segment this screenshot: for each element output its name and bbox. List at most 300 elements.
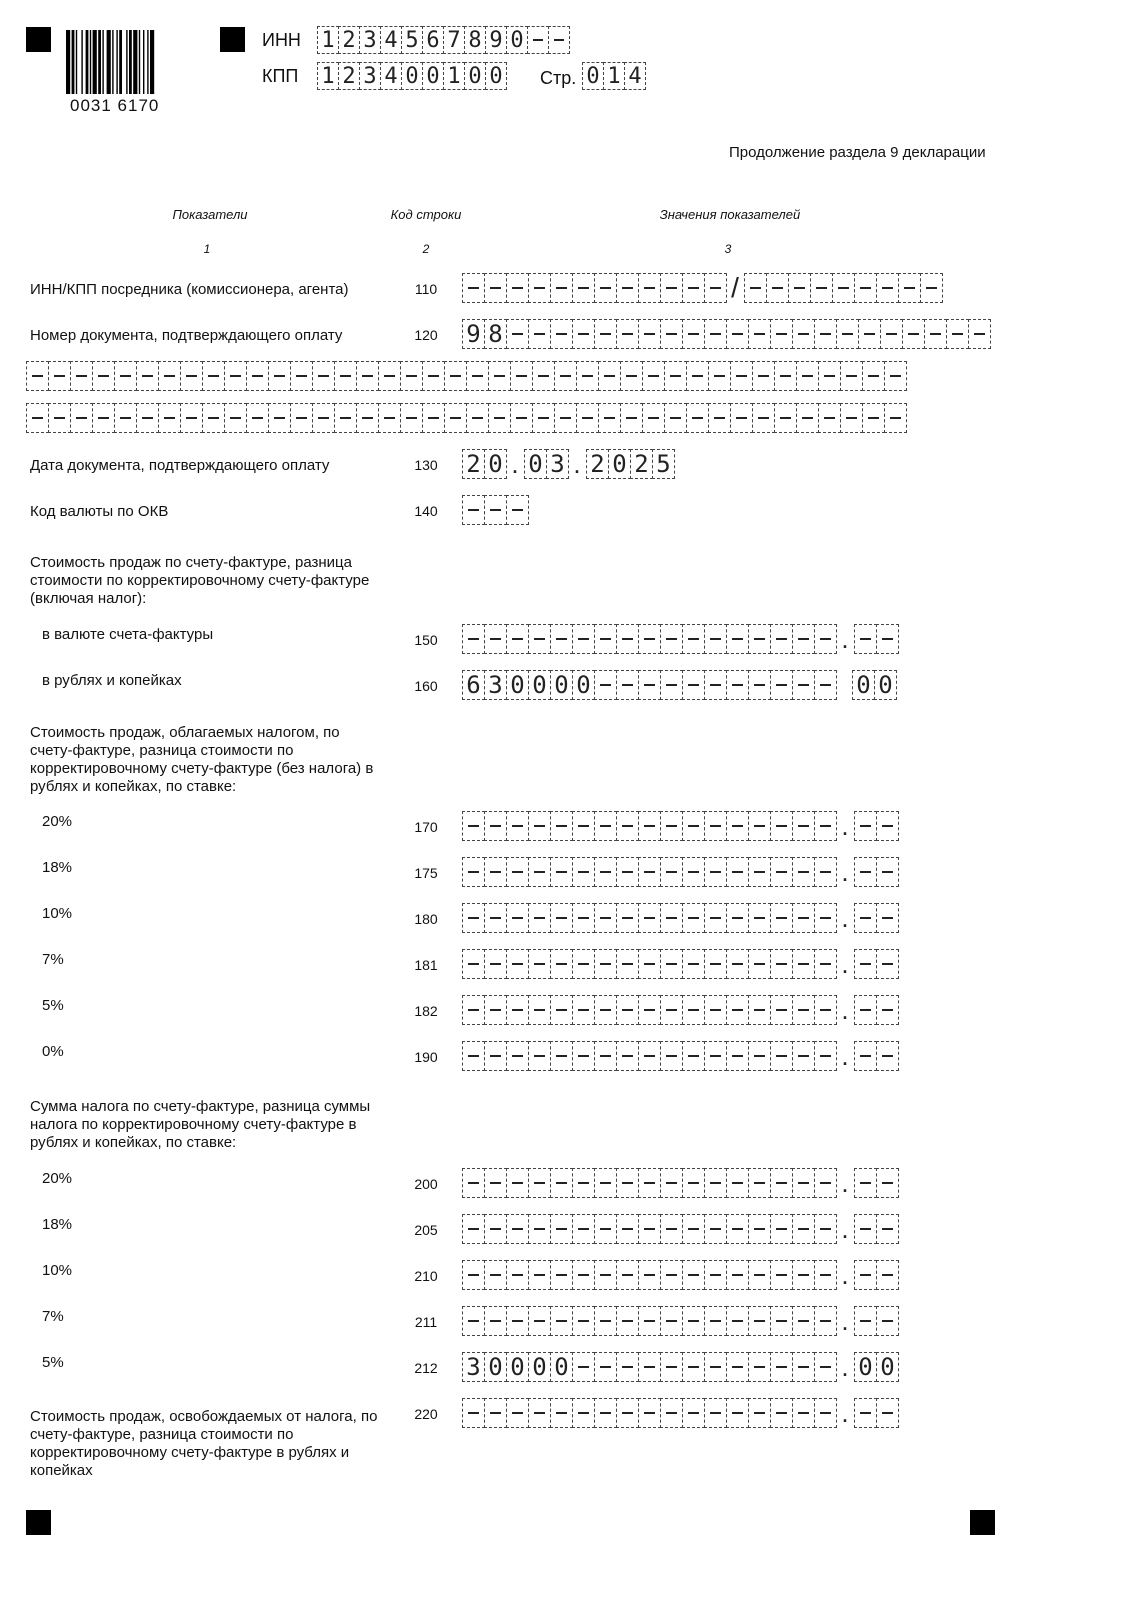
form-cell[interactable] <box>836 319 859 349</box>
form-cell[interactable] <box>594 670 617 700</box>
form-cell[interactable] <box>660 1214 683 1244</box>
form-cell[interactable] <box>876 949 899 979</box>
form-cell[interactable] <box>528 624 551 654</box>
form-cell[interactable]: 5 <box>652 449 675 479</box>
form-cell[interactable] <box>726 903 749 933</box>
form-cell[interactable] <box>770 995 793 1025</box>
row-181-field[interactable] <box>462 949 898 979</box>
form-cell[interactable] <box>854 1260 877 1290</box>
form-cell[interactable] <box>114 403 137 433</box>
row-182-field[interactable] <box>462 995 898 1025</box>
row-220-field[interactable] <box>462 1398 898 1428</box>
form-cell[interactable] <box>576 403 599 433</box>
form-cell[interactable] <box>400 361 423 391</box>
form-cell[interactable] <box>594 903 617 933</box>
row-110-field[interactable] <box>462 273 942 303</box>
form-cell[interactable] <box>704 1214 727 1244</box>
form-cell[interactable] <box>550 1306 573 1336</box>
form-cell[interactable] <box>854 273 877 303</box>
form-cell[interactable] <box>660 1306 683 1336</box>
form-cell[interactable] <box>876 903 899 933</box>
form-cell[interactable] <box>726 995 749 1025</box>
form-cell[interactable] <box>572 1168 595 1198</box>
form-cell[interactable]: 1 <box>317 62 339 90</box>
row-160-field[interactable] <box>462 670 896 700</box>
form-cell[interactable]: 1 <box>443 62 465 90</box>
form-cell[interactable] <box>660 1352 683 1382</box>
form-cell[interactable]: 0 <box>854 1352 877 1382</box>
form-cell[interactable] <box>550 995 573 1025</box>
form-cell[interactable]: 0 <box>422 62 444 90</box>
row-120-field-line-3[interactable] <box>26 403 906 433</box>
form-cell[interactable] <box>598 361 621 391</box>
form-cell[interactable]: 8 <box>484 319 507 349</box>
form-cell[interactable] <box>884 361 907 391</box>
form-cell[interactable]: 0 <box>485 62 507 90</box>
form-cell[interactable]: 4 <box>624 62 646 90</box>
form-cell[interactable] <box>792 903 815 933</box>
form-cell[interactable] <box>748 1306 771 1336</box>
form-cell[interactable] <box>572 1398 595 1428</box>
form-cell[interactable] <box>642 403 665 433</box>
row-175-field[interactable] <box>462 857 898 887</box>
form-cell[interactable] <box>378 361 401 391</box>
form-cell[interactable] <box>506 1214 529 1244</box>
form-cell[interactable] <box>638 1306 661 1336</box>
form-cell[interactable] <box>594 624 617 654</box>
form-cell[interactable]: 6 <box>462 670 485 700</box>
form-cell[interactable]: 5 <box>401 26 423 54</box>
form-cell[interactable] <box>616 949 639 979</box>
form-cell[interactable] <box>726 1214 749 1244</box>
form-cell[interactable] <box>594 857 617 887</box>
form-cell[interactable] <box>638 1214 661 1244</box>
form-cell[interactable] <box>726 949 749 979</box>
form-cell[interactable] <box>638 273 661 303</box>
form-cell[interactable] <box>876 273 899 303</box>
form-cell[interactable] <box>898 273 921 303</box>
form-cell[interactable] <box>290 403 313 433</box>
form-cell[interactable] <box>484 273 507 303</box>
form-cell[interactable] <box>638 949 661 979</box>
form-cell[interactable] <box>638 319 661 349</box>
form-cell[interactable] <box>136 403 159 433</box>
form-cell[interactable] <box>594 273 617 303</box>
form-cell[interactable] <box>572 1260 595 1290</box>
form-cell[interactable] <box>744 273 767 303</box>
form-cell[interactable] <box>704 319 727 349</box>
form-cell[interactable] <box>682 624 705 654</box>
form-cell[interactable] <box>550 811 573 841</box>
form-cell[interactable] <box>752 361 775 391</box>
form-cell[interactable] <box>572 1352 595 1382</box>
form-cell[interactable] <box>832 273 855 303</box>
form-cell[interactable] <box>862 403 885 433</box>
form-cell[interactable] <box>704 857 727 887</box>
form-cell[interactable] <box>268 403 291 433</box>
form-cell[interactable] <box>616 811 639 841</box>
form-cell[interactable] <box>550 1214 573 1244</box>
form-cell[interactable] <box>792 1398 815 1428</box>
form-cell[interactable] <box>506 1306 529 1336</box>
form-cell[interactable] <box>594 949 617 979</box>
form-cell[interactable] <box>400 403 423 433</box>
form-cell[interactable] <box>682 319 705 349</box>
form-cell[interactable] <box>682 1041 705 1071</box>
form-cell[interactable]: 0 <box>550 670 573 700</box>
form-cell[interactable] <box>422 361 445 391</box>
form-cell[interactable] <box>510 361 533 391</box>
form-cell[interactable] <box>638 670 661 700</box>
form-cell[interactable] <box>664 361 687 391</box>
form-cell[interactable] <box>726 1352 749 1382</box>
form-cell[interactable] <box>854 624 877 654</box>
form-cell[interactable] <box>616 857 639 887</box>
form-cell[interactable] <box>506 624 529 654</box>
form-cell[interactable] <box>638 811 661 841</box>
form-cell[interactable]: 9 <box>462 319 485 349</box>
row-150-field[interactable] <box>462 624 898 654</box>
form-cell[interactable] <box>660 857 683 887</box>
form-cell[interactable] <box>660 1398 683 1428</box>
form-cell[interactable] <box>792 1306 815 1336</box>
form-cell[interactable]: 3 <box>546 449 569 479</box>
form-cell[interactable] <box>638 1352 661 1382</box>
form-cell[interactable] <box>704 949 727 979</box>
form-cell[interactable] <box>92 361 115 391</box>
form-cell[interactable] <box>180 403 203 433</box>
form-cell[interactable] <box>748 670 771 700</box>
form-cell[interactable] <box>594 319 617 349</box>
form-cell[interactable] <box>506 995 529 1025</box>
form-cell[interactable] <box>528 1168 551 1198</box>
form-cell[interactable] <box>488 361 511 391</box>
form-cell[interactable] <box>726 319 749 349</box>
row-120-field-line-2[interactable] <box>26 361 906 391</box>
form-cell[interactable] <box>814 319 837 349</box>
form-cell[interactable] <box>572 624 595 654</box>
form-cell[interactable] <box>484 995 507 1025</box>
form-cell[interactable]: 0 <box>484 1352 507 1382</box>
form-cell[interactable] <box>616 1306 639 1336</box>
form-cell[interactable] <box>730 403 753 433</box>
form-cell[interactable] <box>202 403 225 433</box>
form-cell[interactable] <box>726 1398 749 1428</box>
form-cell[interactable] <box>774 361 797 391</box>
form-cell[interactable] <box>484 903 507 933</box>
form-cell[interactable] <box>840 361 863 391</box>
form-cell[interactable] <box>770 1306 793 1336</box>
form-cell[interactable] <box>682 670 705 700</box>
form-cell[interactable] <box>550 319 573 349</box>
form-cell[interactable] <box>920 273 943 303</box>
form-cell[interactable]: 7 <box>443 26 465 54</box>
form-cell[interactable] <box>48 403 71 433</box>
form-cell[interactable]: 3 <box>359 62 381 90</box>
form-cell[interactable] <box>598 403 621 433</box>
form-cell[interactable] <box>594 1214 617 1244</box>
form-cell[interactable] <box>660 995 683 1025</box>
form-cell[interactable] <box>290 361 313 391</box>
form-cell[interactable] <box>444 403 467 433</box>
form-cell[interactable]: 0 <box>528 670 551 700</box>
form-cell[interactable] <box>616 1041 639 1071</box>
form-cell[interactable] <box>594 1306 617 1336</box>
form-cell[interactable] <box>660 949 683 979</box>
form-cell[interactable] <box>527 26 549 54</box>
form-cell[interactable] <box>796 403 819 433</box>
form-cell[interactable] <box>770 624 793 654</box>
form-cell[interactable] <box>792 624 815 654</box>
form-cell[interactable] <box>378 403 401 433</box>
form-cell[interactable] <box>550 1398 573 1428</box>
form-cell[interactable] <box>638 903 661 933</box>
form-cell[interactable] <box>748 949 771 979</box>
row-211-field[interactable] <box>462 1306 898 1336</box>
form-cell[interactable] <box>594 1168 617 1198</box>
form-cell[interactable] <box>792 811 815 841</box>
form-cell[interactable] <box>506 495 529 525</box>
row-130-date-field[interactable] <box>462 449 674 479</box>
form-cell[interactable]: 0 <box>550 1352 573 1382</box>
form-cell[interactable] <box>528 1041 551 1071</box>
form-cell[interactable] <box>792 1041 815 1071</box>
form-cell[interactable] <box>814 1168 837 1198</box>
form-cell[interactable] <box>770 1041 793 1071</box>
row-180-field[interactable] <box>462 903 898 933</box>
page-number-field[interactable] <box>582 62 645 90</box>
form-cell[interactable] <box>884 403 907 433</box>
form-cell[interactable]: 3 <box>462 1352 485 1382</box>
form-cell[interactable] <box>660 624 683 654</box>
form-cell[interactable] <box>616 1168 639 1198</box>
form-cell[interactable] <box>876 1214 899 1244</box>
form-cell[interactable] <box>854 857 877 887</box>
form-cell[interactable] <box>682 949 705 979</box>
form-cell[interactable] <box>876 1168 899 1198</box>
form-cell[interactable] <box>444 361 467 391</box>
form-cell[interactable] <box>484 1041 507 1071</box>
form-cell[interactable] <box>594 1398 617 1428</box>
form-cell[interactable] <box>506 857 529 887</box>
form-cell[interactable] <box>968 319 991 349</box>
form-cell[interactable] <box>682 1260 705 1290</box>
form-cell[interactable] <box>26 403 49 433</box>
form-cell[interactable] <box>550 857 573 887</box>
form-cell[interactable] <box>660 1260 683 1290</box>
form-cell[interactable]: 9 <box>485 26 507 54</box>
form-cell[interactable] <box>462 995 485 1025</box>
form-cell[interactable] <box>158 403 181 433</box>
form-cell[interactable] <box>572 811 595 841</box>
form-cell[interactable] <box>638 624 661 654</box>
form-cell[interactable] <box>594 1352 617 1382</box>
form-cell[interactable] <box>528 319 551 349</box>
form-cell[interactable] <box>770 319 793 349</box>
form-cell[interactable] <box>484 811 507 841</box>
form-cell[interactable] <box>682 1352 705 1382</box>
form-cell[interactable] <box>528 1214 551 1244</box>
form-cell[interactable] <box>726 1260 749 1290</box>
form-cell[interactable] <box>924 319 947 349</box>
form-cell[interactable] <box>726 624 749 654</box>
form-cell[interactable] <box>462 857 485 887</box>
form-cell[interactable] <box>814 1352 837 1382</box>
form-cell[interactable] <box>462 624 485 654</box>
form-cell[interactable] <box>594 1041 617 1071</box>
row-190-field[interactable] <box>462 1041 898 1071</box>
form-cell[interactable] <box>752 403 775 433</box>
form-cell[interactable] <box>774 403 797 433</box>
form-cell[interactable] <box>682 857 705 887</box>
form-cell[interactable] <box>748 811 771 841</box>
form-cell[interactable] <box>814 1214 837 1244</box>
form-cell[interactable] <box>748 1260 771 1290</box>
form-cell[interactable] <box>462 811 485 841</box>
form-cell[interactable] <box>876 995 899 1025</box>
form-cell[interactable] <box>854 1214 877 1244</box>
form-cell[interactable] <box>616 903 639 933</box>
form-cell[interactable] <box>704 903 727 933</box>
form-cell[interactable] <box>528 857 551 887</box>
form-cell[interactable] <box>550 949 573 979</box>
form-cell[interactable] <box>506 319 529 349</box>
form-cell[interactable] <box>814 1260 837 1290</box>
form-cell[interactable] <box>770 811 793 841</box>
form-cell[interactable]: 0 <box>464 62 486 90</box>
form-cell[interactable] <box>854 949 877 979</box>
form-cell[interactable] <box>462 903 485 933</box>
form-cell[interactable] <box>682 903 705 933</box>
form-cell[interactable] <box>616 624 639 654</box>
form-cell[interactable] <box>312 403 335 433</box>
form-cell[interactable] <box>876 1398 899 1428</box>
form-cell[interactable] <box>462 1306 485 1336</box>
form-cell[interactable] <box>708 403 731 433</box>
form-cell[interactable] <box>704 1168 727 1198</box>
form-cell[interactable] <box>814 1398 837 1428</box>
form-cell[interactable] <box>854 1398 877 1428</box>
form-cell[interactable] <box>814 624 837 654</box>
form-cell[interactable] <box>462 1260 485 1290</box>
form-cell[interactable] <box>550 1041 573 1071</box>
form-cell[interactable] <box>572 903 595 933</box>
form-cell[interactable] <box>792 1214 815 1244</box>
form-cell[interactable] <box>770 949 793 979</box>
kpp-field[interactable] <box>317 62 506 90</box>
form-cell[interactable] <box>858 319 881 349</box>
form-cell[interactable] <box>748 995 771 1025</box>
form-cell[interactable]: 0 <box>874 670 897 700</box>
form-cell[interactable] <box>704 995 727 1025</box>
form-cell[interactable] <box>792 319 815 349</box>
form-cell[interactable] <box>770 903 793 933</box>
form-cell[interactable] <box>158 361 181 391</box>
form-cell[interactable] <box>528 1306 551 1336</box>
form-cell[interactable] <box>572 995 595 1025</box>
form-cell[interactable] <box>246 361 269 391</box>
form-cell[interactable]: 2 <box>462 449 485 479</box>
form-cell[interactable] <box>572 857 595 887</box>
form-cell[interactable] <box>528 273 551 303</box>
form-cell[interactable] <box>704 1352 727 1382</box>
form-cell[interactable]: 4 <box>380 26 402 54</box>
form-cell[interactable]: 4 <box>380 62 402 90</box>
form-cell[interactable] <box>682 273 705 303</box>
form-cell[interactable] <box>876 1260 899 1290</box>
form-cell[interactable] <box>462 495 485 525</box>
form-cell[interactable]: 0 <box>506 1352 529 1382</box>
form-cell[interactable] <box>726 1306 749 1336</box>
form-cell[interactable] <box>726 857 749 887</box>
form-cell[interactable] <box>726 1168 749 1198</box>
form-cell[interactable] <box>572 1041 595 1071</box>
form-cell[interactable] <box>616 1352 639 1382</box>
form-cell[interactable] <box>462 949 485 979</box>
form-cell[interactable] <box>748 1041 771 1071</box>
form-cell[interactable] <box>660 1041 683 1071</box>
form-cell[interactable] <box>462 1398 485 1428</box>
form-cell[interactable] <box>704 273 727 303</box>
form-cell[interactable] <box>484 1168 507 1198</box>
form-cell[interactable] <box>876 1306 899 1336</box>
form-cell[interactable] <box>466 403 489 433</box>
form-cell[interactable] <box>572 273 595 303</box>
form-cell[interactable] <box>26 361 49 391</box>
row-212-field[interactable] <box>462 1352 898 1382</box>
form-cell[interactable] <box>334 403 357 433</box>
form-cell[interactable]: 0 <box>608 449 631 479</box>
form-cell[interactable] <box>810 273 833 303</box>
form-cell[interactable] <box>528 811 551 841</box>
form-cell[interactable]: 2 <box>630 449 653 479</box>
form-cell[interactable] <box>814 903 837 933</box>
form-cell[interactable] <box>638 1398 661 1428</box>
form-cell[interactable] <box>484 1398 507 1428</box>
form-cell[interactable] <box>572 949 595 979</box>
form-cell[interactable] <box>862 361 885 391</box>
form-cell[interactable] <box>748 1168 771 1198</box>
row-205-field[interactable] <box>462 1214 898 1244</box>
form-cell[interactable] <box>484 495 507 525</box>
form-cell[interactable] <box>704 1041 727 1071</box>
form-cell[interactable]: 2 <box>338 26 360 54</box>
form-cell[interactable] <box>660 1168 683 1198</box>
form-cell[interactable] <box>572 1306 595 1336</box>
form-cell[interactable] <box>484 1306 507 1336</box>
form-cell[interactable] <box>484 1214 507 1244</box>
form-cell[interactable] <box>792 949 815 979</box>
form-cell[interactable] <box>854 1168 877 1198</box>
form-cell[interactable] <box>268 361 291 391</box>
form-cell[interactable] <box>770 857 793 887</box>
form-cell[interactable]: 3 <box>359 26 381 54</box>
form-cell[interactable] <box>704 1398 727 1428</box>
form-cell[interactable] <box>616 670 639 700</box>
form-cell[interactable] <box>704 670 727 700</box>
form-cell[interactable] <box>548 26 570 54</box>
form-cell[interactable] <box>554 361 577 391</box>
form-cell[interactable] <box>638 995 661 1025</box>
form-cell[interactable] <box>748 319 771 349</box>
form-cell[interactable] <box>312 361 335 391</box>
form-cell[interactable] <box>748 903 771 933</box>
form-cell[interactable] <box>660 903 683 933</box>
form-cell[interactable] <box>484 1260 507 1290</box>
form-cell[interactable] <box>664 403 687 433</box>
form-cell[interactable]: 0 <box>876 1352 899 1382</box>
form-cell[interactable] <box>686 403 709 433</box>
